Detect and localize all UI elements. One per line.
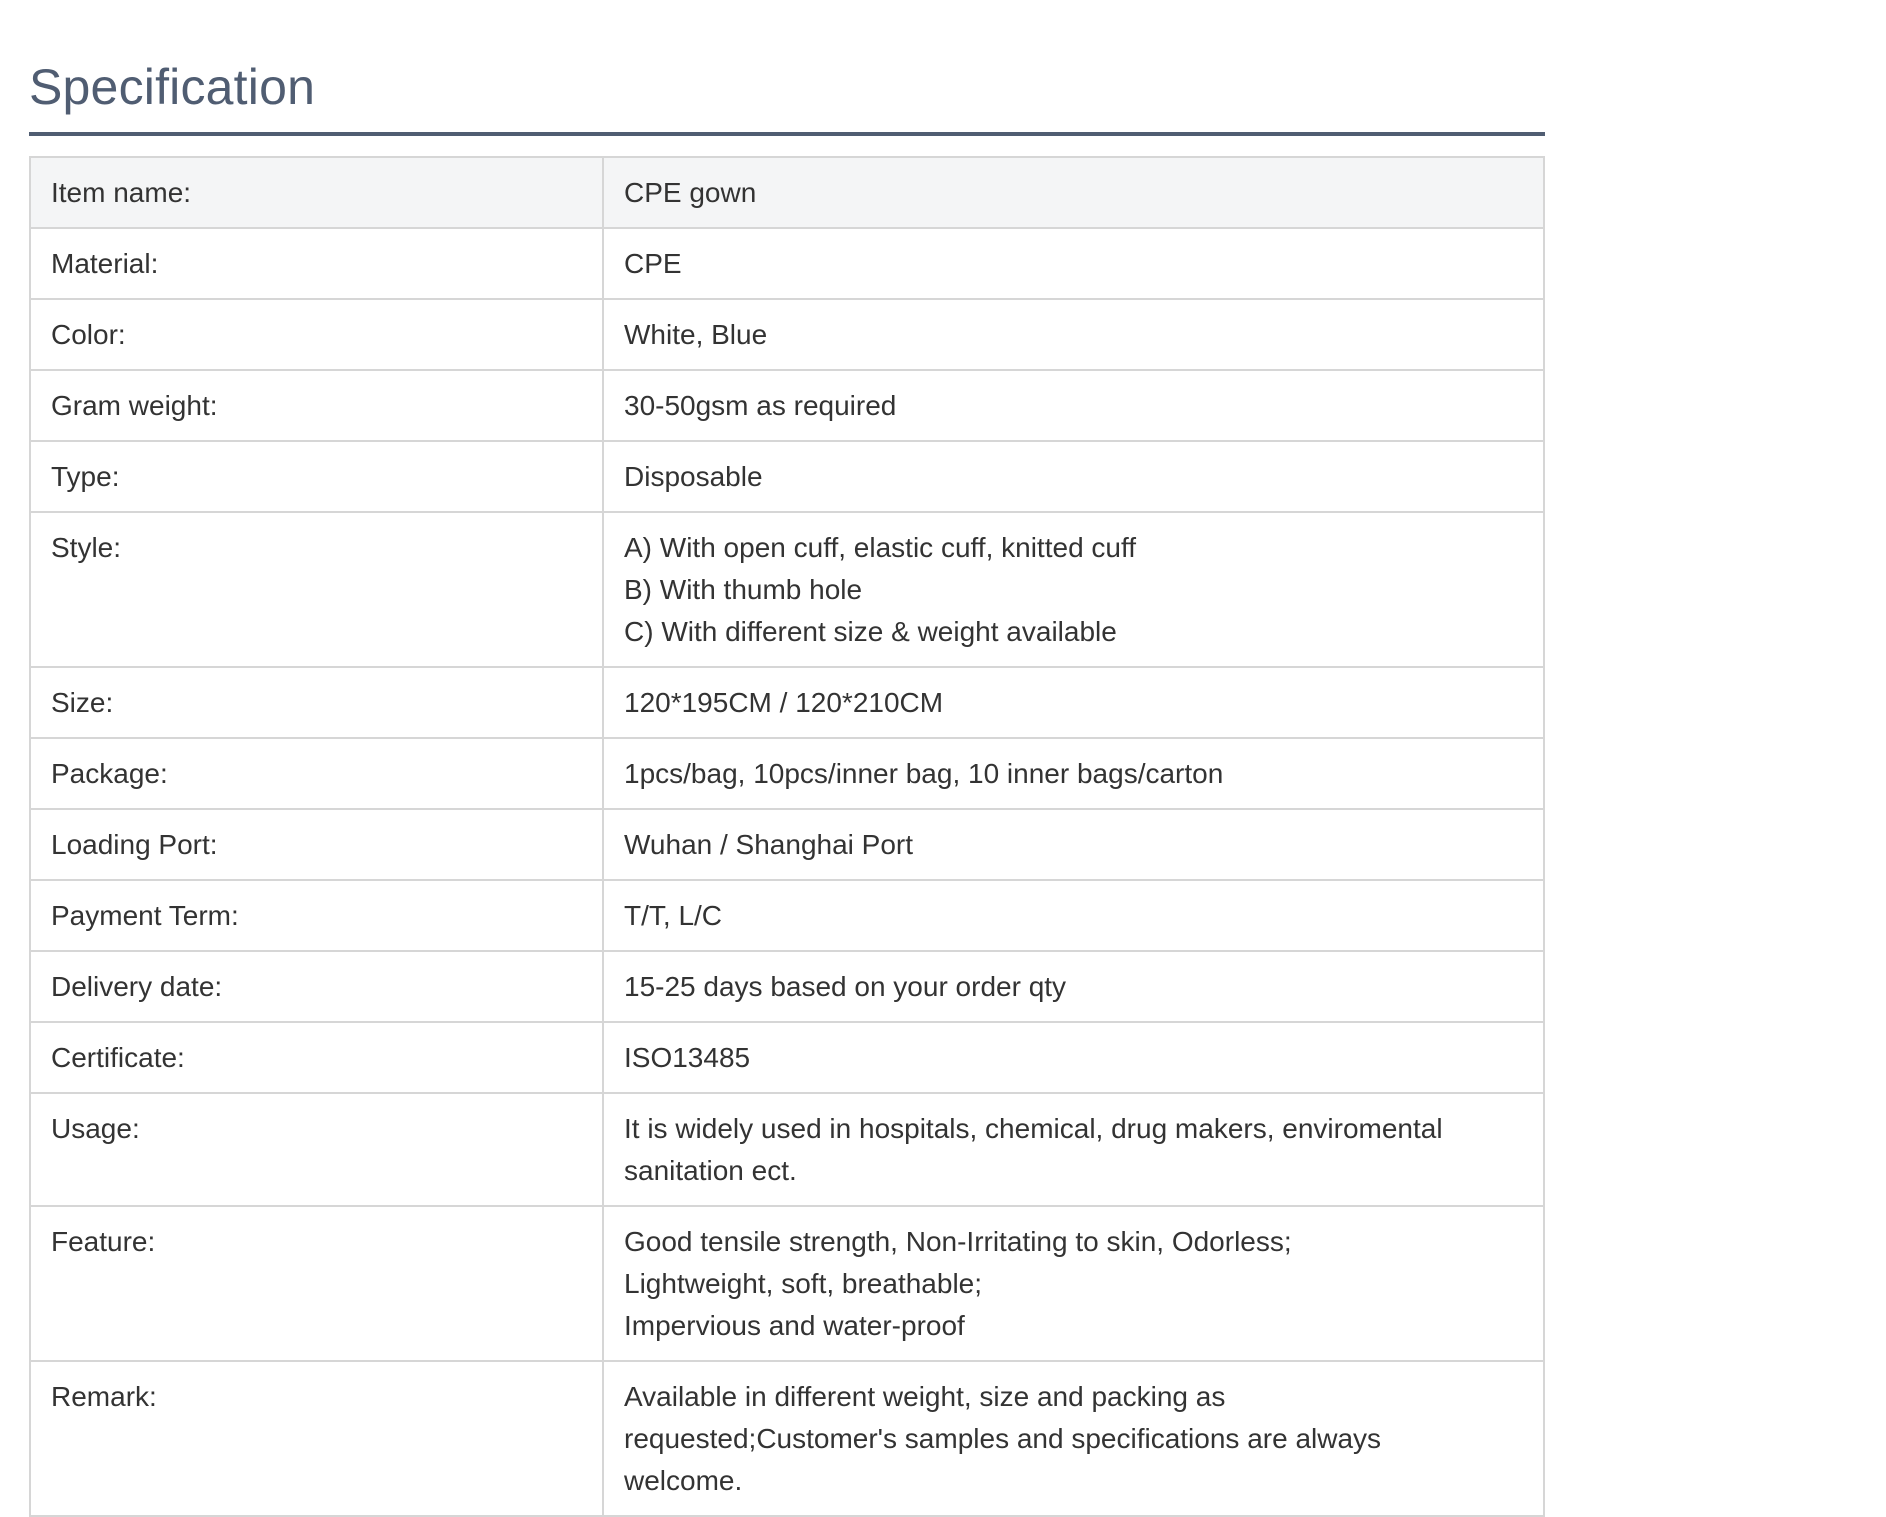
row-value xyxy=(603,157,1544,228)
row-value-line: 15-25 days based on your order qty xyxy=(624,971,1067,1002)
row-value xyxy=(603,1361,1544,1516)
row-label: Size: xyxy=(30,667,603,738)
table-row xyxy=(30,228,1544,299)
row-label: Loading Port: xyxy=(30,809,603,880)
row-value-line: Impervious and water-proof xyxy=(624,1310,965,1341)
row-value-line: It is widely used in hospitals, chemical, drug makers, enviromental xyxy=(624,1113,1443,1144)
row-value xyxy=(603,512,1544,667)
table-row xyxy=(30,1361,1544,1516)
row-label: Payment Term: xyxy=(30,880,603,951)
row-value xyxy=(603,951,1544,1022)
specification-table xyxy=(29,156,1545,1517)
row-value-line: CPE xyxy=(624,248,682,279)
row-label: Type: xyxy=(30,441,603,512)
table-row xyxy=(30,1206,1544,1361)
row-label: Delivery date: xyxy=(30,951,603,1022)
row-value-line: 30-50gsm as required xyxy=(624,390,897,421)
specification-table-body xyxy=(30,157,1544,1516)
row-value-line: Good tensile strength, Non-Irritating to skin, Odorless; xyxy=(624,1226,1292,1257)
row-value-line: Available in different weight, size and packing as xyxy=(624,1381,1226,1412)
row-value xyxy=(603,1206,1544,1361)
row-value-line: 1pcs/bag, 10pcs/inner bag, 10 inner bags/carton xyxy=(624,758,1224,789)
row-value-line: ISO13485 xyxy=(624,1042,751,1073)
row-value-line: 120*195CM / 120*210CM xyxy=(624,687,944,718)
row-label: Item name: xyxy=(30,157,603,228)
table-row xyxy=(30,951,1544,1022)
row-value xyxy=(603,880,1544,951)
row-value xyxy=(603,370,1544,441)
table-row xyxy=(30,809,1544,880)
row-value-line: C) With different size & weight available xyxy=(624,616,1117,647)
row-label: Usage: xyxy=(30,1093,603,1206)
row-value-line: Disposable xyxy=(624,461,763,492)
row-value-line: A) With open cuff, elastic cuff, knitted cuff xyxy=(624,532,1137,563)
row-value xyxy=(603,299,1544,370)
row-label: Gram weight: xyxy=(30,370,603,441)
row-label: Feature: xyxy=(30,1206,603,1361)
title-divider xyxy=(29,132,1545,136)
row-value-line: requested;Customer's samples and specifications are always xyxy=(624,1423,1382,1454)
row-label: Material: xyxy=(30,228,603,299)
row-value-line: Lightweight, soft, breathable; xyxy=(624,1268,983,1299)
row-value xyxy=(603,738,1544,809)
row-value-line: sanitation ect. xyxy=(624,1155,797,1186)
table-row xyxy=(30,512,1544,667)
table-row xyxy=(30,299,1544,370)
row-value-line: welcome. xyxy=(624,1465,743,1496)
row-label: Package: xyxy=(30,738,603,809)
row-value xyxy=(603,667,1544,738)
table-row xyxy=(30,738,1544,809)
row-value xyxy=(603,1022,1544,1093)
page-title: Specification xyxy=(29,59,316,115)
row-value-line: Wuhan / Shanghai Port xyxy=(624,829,914,860)
row-value-line: CPE gown xyxy=(624,177,757,208)
row-label: Remark: xyxy=(30,1361,603,1516)
table-row xyxy=(30,880,1544,951)
row-value xyxy=(603,1093,1544,1206)
row-label: Color: xyxy=(30,299,603,370)
table-row xyxy=(30,157,1544,228)
row-label: Style: xyxy=(30,512,603,667)
row-value-line: White, Blue xyxy=(624,319,768,350)
table-row xyxy=(30,1093,1544,1206)
row-value-line: B) With thumb hole xyxy=(624,574,863,605)
row-value xyxy=(603,809,1544,880)
specification-section xyxy=(29,0,1545,1517)
table-row xyxy=(30,667,1544,738)
row-value xyxy=(603,441,1544,512)
row-value-line: T/T, L/C xyxy=(624,900,723,931)
row-value xyxy=(603,228,1544,299)
table-row xyxy=(30,370,1544,441)
table-row xyxy=(30,1022,1544,1093)
row-label: Certificate: xyxy=(30,1022,603,1093)
table-row xyxy=(30,441,1544,512)
